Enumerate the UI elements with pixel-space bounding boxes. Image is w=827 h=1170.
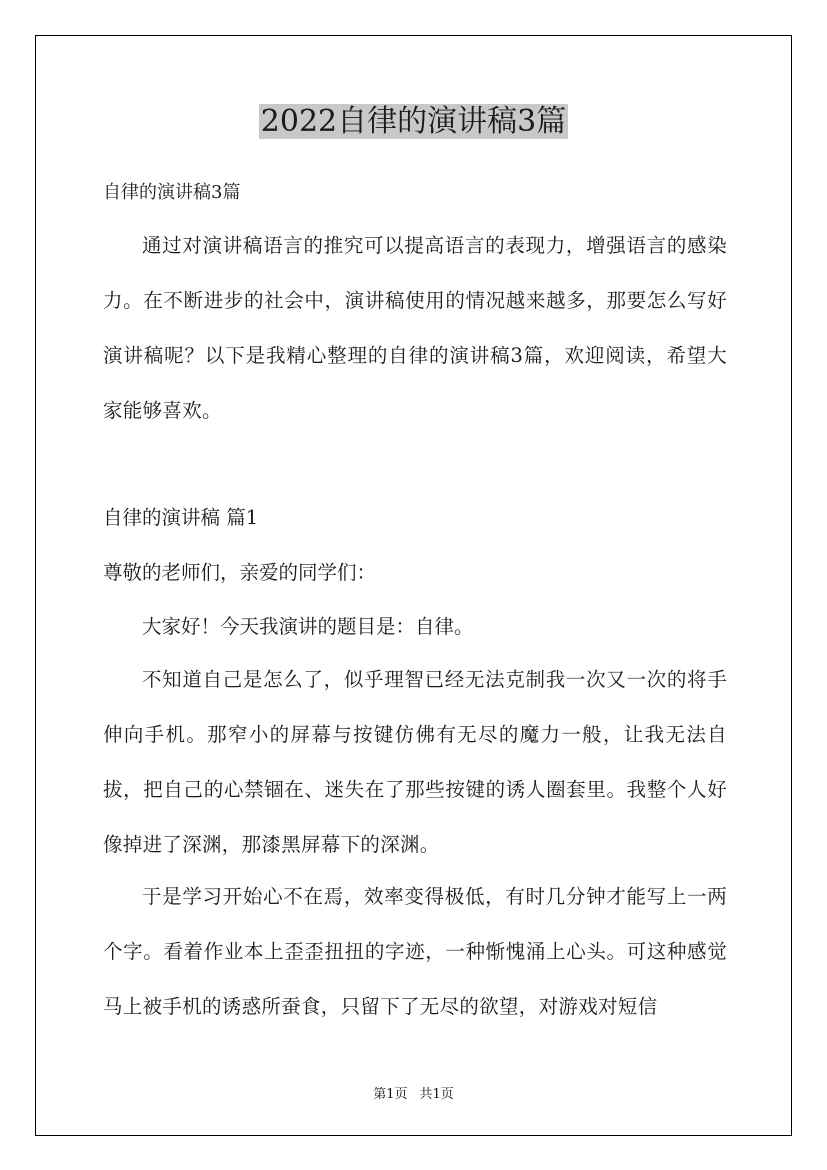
page-footer	[0, 1083, 827, 1102]
page-number: 第1页	[373, 1087, 408, 1102]
section-heading: 自律的演讲稿 篇1	[103, 506, 259, 529]
document-title-wrap	[0, 100, 827, 144]
greeting-line: 大家好！今天我演讲的题目是：自律。	[142, 615, 474, 638]
page-total: 共1页	[419, 1087, 454, 1102]
body-paragraph-1: 不知道自己是怎么了，似乎理智已经无法克制我一次又一次的将手伸向手机。那窄小的屏幕与按键仿佛有无尽的魔力一般，让我无法自拔，把自己的心禁锢在、迷失在了那些按键的诱人圈套里。我整个人好像掉进了深渊，那漆黑屏幕下的深渊。	[103, 668, 727, 856]
document-title: 2022自律的演讲稿3篇	[260, 104, 567, 139]
body-paragraph-2: 于是学习开始心不在焉，效率变得极低，有时几分钟才能写上一两个字。看着作业本上歪歪扭扭的字迹，一种惭愧涌上心头。可这种感觉马上被手机的诱惑所蚕食，只留下了无尽的欲望，对游戏对短信	[103, 885, 727, 1018]
document-subtitle: 自律的演讲稿3篇	[103, 182, 241, 203]
intro-paragraph: 通过对演讲稿语言的推究可以提高语言的表现力，增强语言的感染力。在不断进步的社会中，演讲稿使用的情况越来越多，那要怎么写好演讲稿呢？以下是我精心整理的自律的演讲稿3篇，欢迎阅读，希望大家能够喜欢。	[103, 234, 727, 422]
salutation: 尊敬的老师们，亲爱的同学们：	[103, 561, 377, 584]
